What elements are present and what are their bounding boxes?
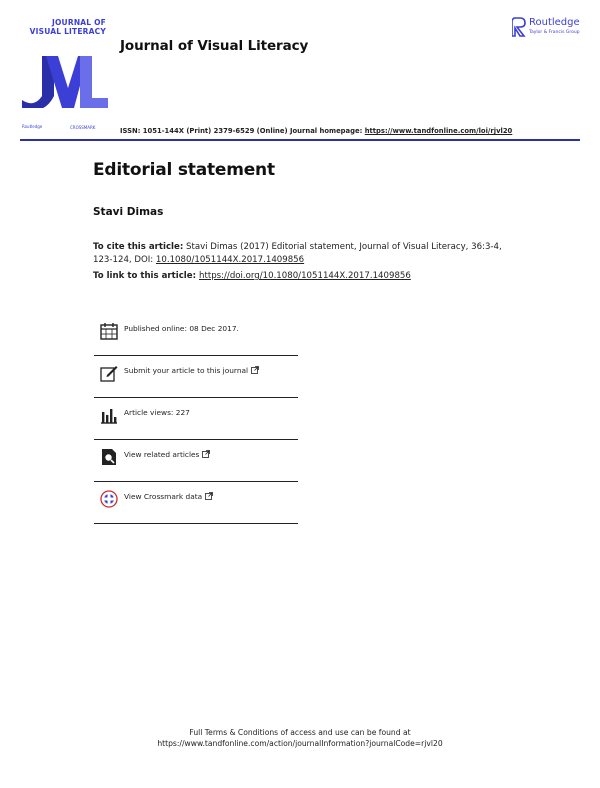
footer-terms: Full Terms & Conditions of access and use can be found at [189,728,411,737]
related-row[interactable] [94,440,298,482]
routledge-r-icon [512,16,526,38]
bar-chart-icon [100,406,118,424]
article-views: Article views: 227 [124,408,190,417]
submit-label: Submit your article to this journal [124,366,249,375]
views-row [94,398,298,440]
logo-line-2: VISUAL LITERACY [29,27,106,36]
crossmark-icon [100,490,118,508]
crossmark-link[interactable] [124,492,213,501]
cite-label: To cite this article: [93,242,184,252]
footer-url[interactable]: https://www.tandfonline.com/action/journalInformation?journalCode=rjvl20 [157,739,443,748]
external-link-icon [251,366,259,374]
article-title: Editorial statement [93,160,275,180]
calendar-icon [100,322,118,340]
homepage-link[interactable]: https://www.tandfonline.com/loi/rjvl20 [364,127,513,135]
issn-text: ISSN: 1051-144X (Print) 2379-6529 (Online) Journal homepage: [120,127,365,135]
link-label: To link to this article: [93,271,200,281]
publisher-subtitle: Taylor & Francis Group [529,30,580,35]
related-search-icon [100,448,118,466]
article-info-list [94,314,298,524]
publisher-name: Routledge [529,17,580,28]
citation [93,241,513,267]
doi-link[interactable]: 10.1080/1051144X.2017.1409856 [155,255,305,265]
edit-icon [100,364,118,382]
related-label: View related articles [124,450,200,459]
header-divider [20,139,580,141]
published-row [94,314,298,356]
submit-row[interactable] [94,356,298,398]
journal-logo-icon [22,56,108,108]
external-link-icon [205,492,213,500]
footer [0,727,600,749]
doi-url-link[interactable]: https://doi.org/10.1080/1051144X.2017.1409856 [199,271,411,281]
issn-line [120,127,512,135]
published-date: Published online: 08 Dec 2017. [124,324,239,333]
cite-text: Stavi Dimas (2017) Editorial statement, Journal of Visual Literacy, 36:3-4, 123-124, DOI: [93,242,502,265]
crossmark-row[interactable] [94,482,298,524]
crossmark-label: View Crossmark data [124,492,203,501]
journal-logo-text [26,18,106,36]
related-articles-link[interactable] [124,450,210,459]
mini-logo-routledge: Routledge [22,124,43,129]
mini-logo-crossmark: CROSSMARK [70,125,96,130]
journal-title[interactable]: Journal of Visual Literacy [120,38,309,54]
article-link [93,271,411,281]
article-author: Stavi Dimas [93,206,164,218]
submit-article-link[interactable] [124,366,259,375]
external-link-icon [202,450,210,458]
logo-line-1: JOURNAL OF [51,18,106,27]
